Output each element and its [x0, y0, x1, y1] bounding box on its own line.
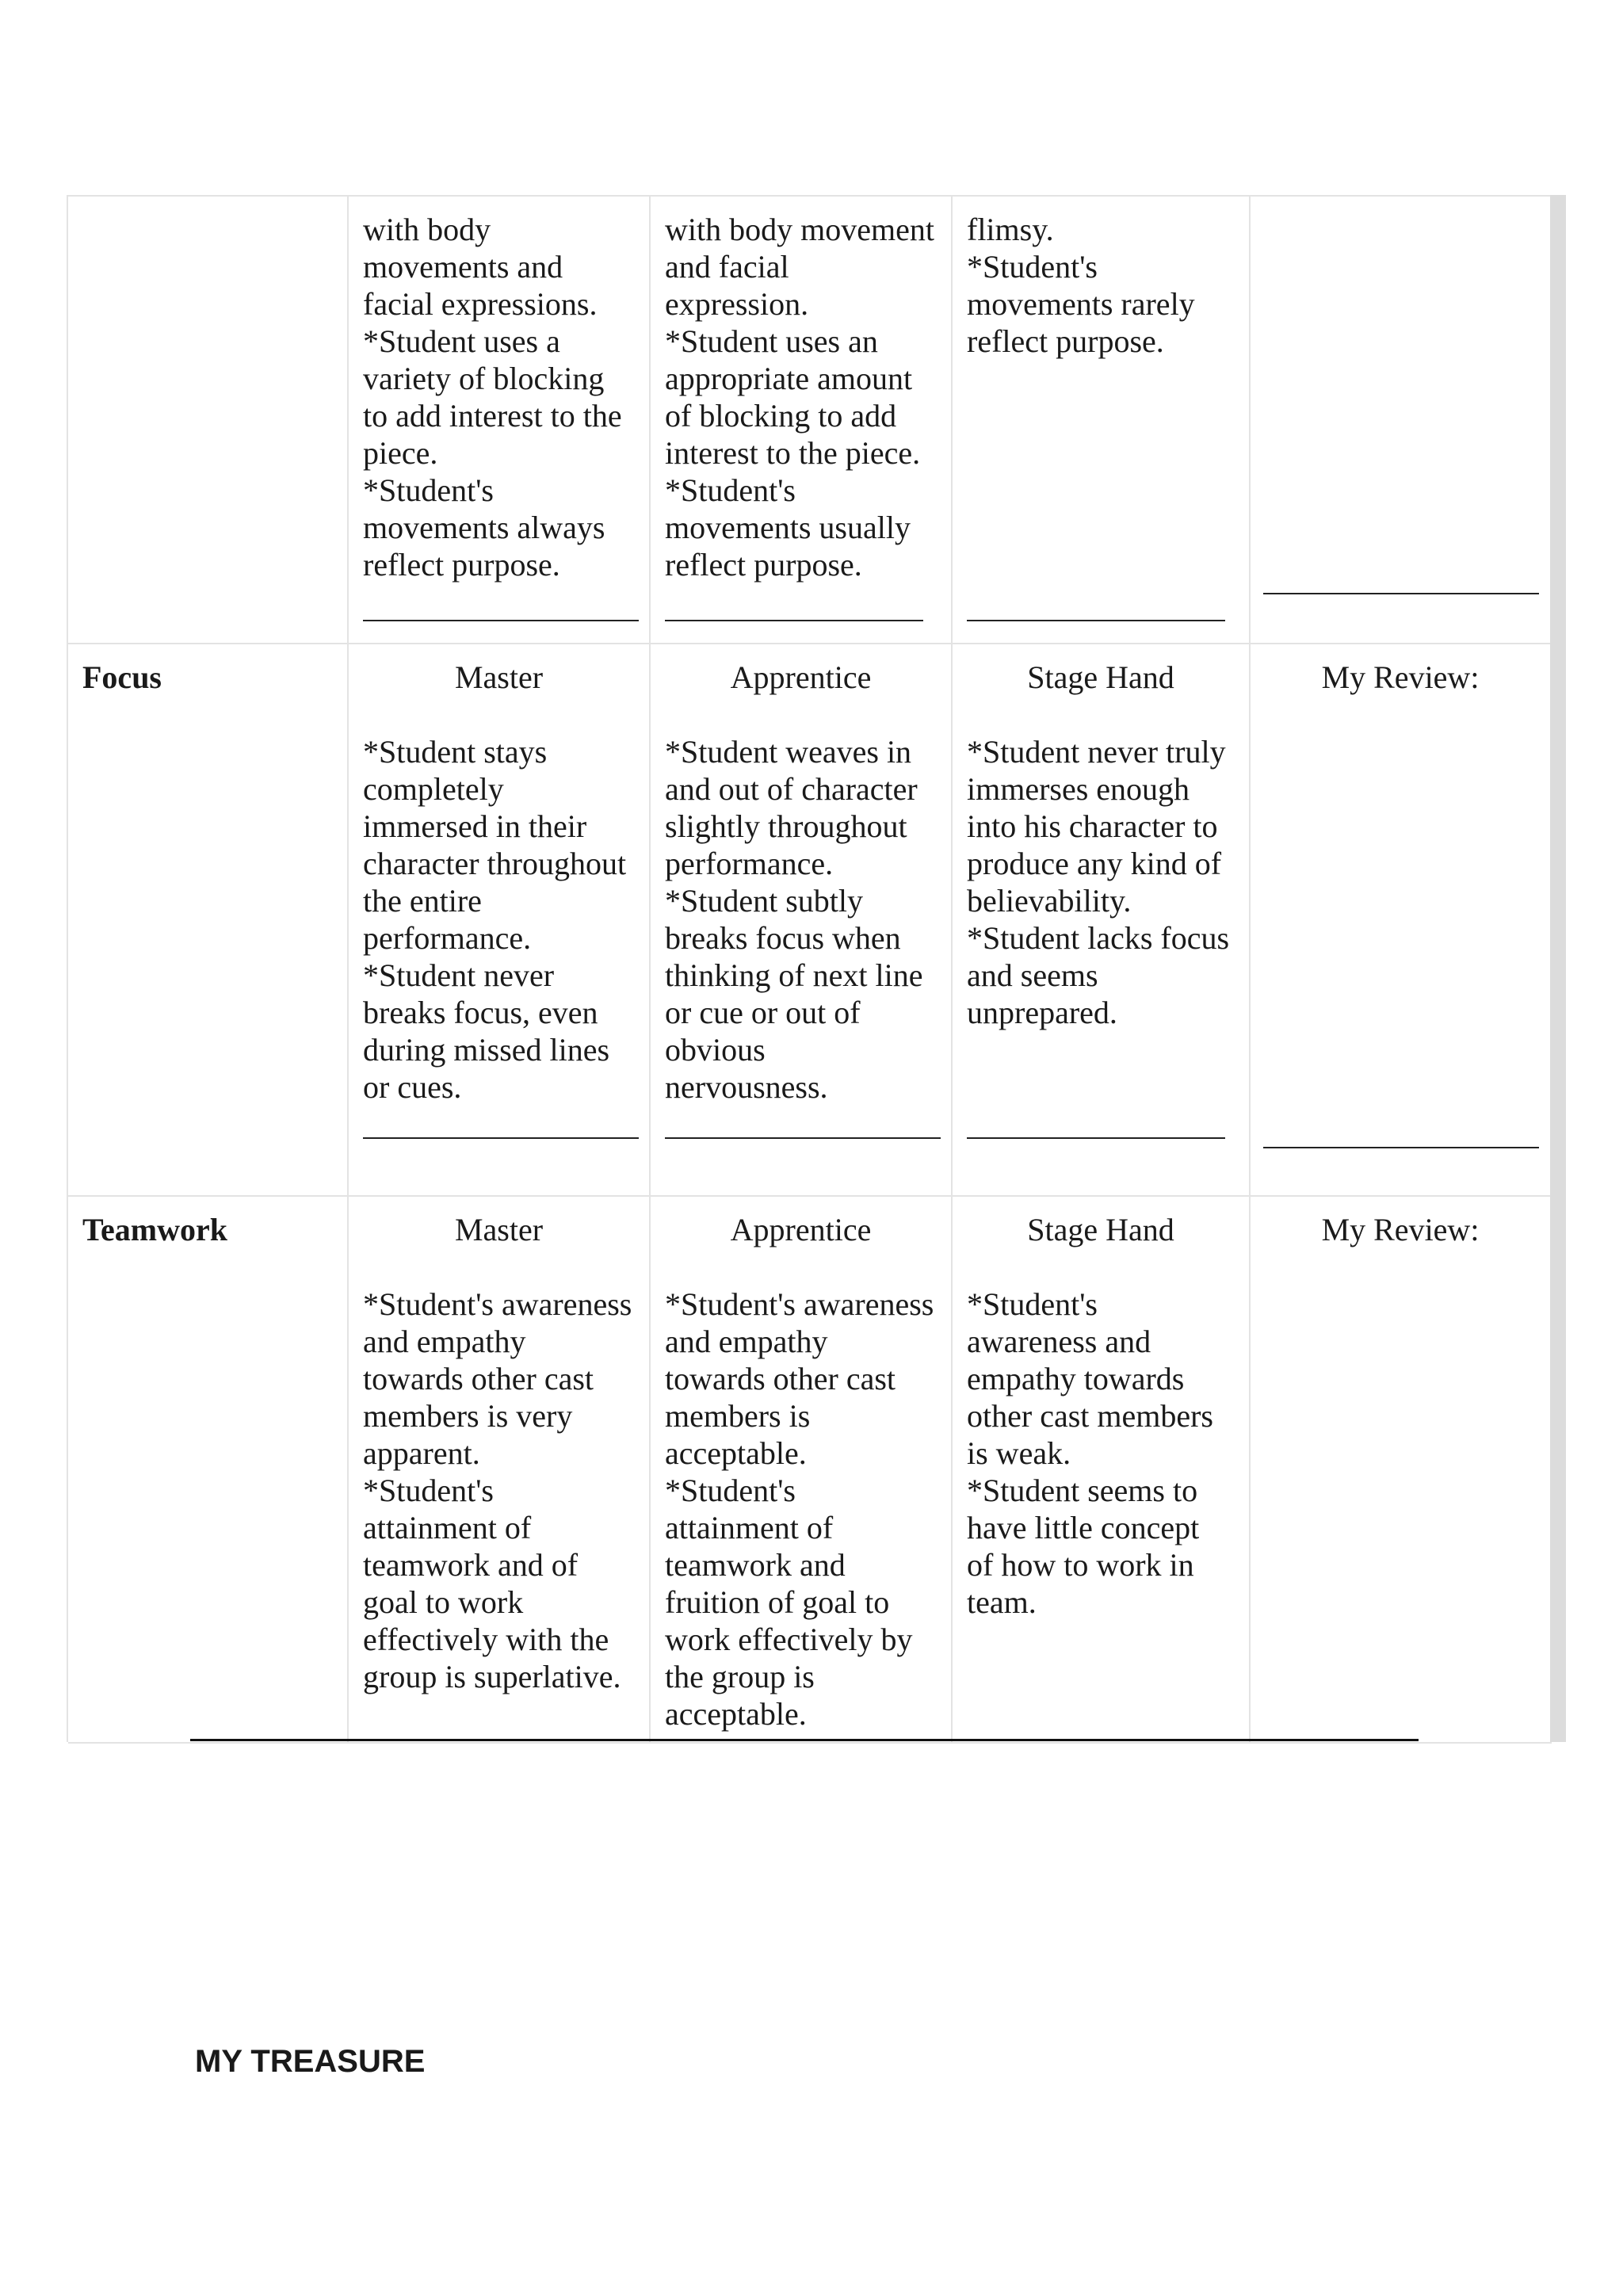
apprentice-cell [651, 1197, 953, 1742]
review-cell [1251, 644, 1552, 1195]
level-title-stage-hand: Stage Hand [1027, 659, 1174, 695]
review-blank-line [1263, 593, 1539, 594]
rubric-row-continued [68, 197, 1552, 644]
apprentice-description: *Student's awareness and empathy towards other cast members is acceptable. *Student's attainment of teamwork and fruition of goal to work effectively by the group is acceptable. [665, 1286, 934, 1732]
section-heading: MY TREASURE [195, 2044, 426, 2079]
category-cell [68, 197, 349, 643]
review-title: My Review: [1321, 659, 1480, 695]
apprentice-description: *Student weaves in and out of character slightly throughout performance. *Student subtly breaks focus when thinking of next line or cue or out of obvious nervousness. [665, 734, 923, 1105]
stage-hand-description: *Student never truly immerses enough into his character to produce any kind of believability. *Student lacks focus and seems unprepared. [967, 734, 1230, 1030]
category-cell [68, 1197, 349, 1742]
master-cell [349, 197, 651, 643]
master-cell [349, 644, 651, 1195]
stage-hand-cell [953, 644, 1251, 1195]
score-blank-line [967, 1137, 1225, 1139]
apprentice-description: with body movement and facial expression. *Student uses an appropriate amount of blocking to add interest to the piece. *Student's movements usually reflect purpose. [665, 212, 934, 583]
category-label: Focus [82, 659, 162, 695]
stage-hand-description: flimsy. *Student's movements rarely reflect purpose. [967, 212, 1195, 359]
level-title-master: Master [454, 659, 544, 695]
master-description: *Student stays completely immersed in their character throughout the entire performance. *Student never breaks focus, even during missed lines or cues. [363, 734, 627, 1105]
rubric-table [67, 195, 1550, 1742]
score-blank-line [967, 620, 1225, 621]
stage-hand-cell [953, 197, 1251, 643]
level-title-stage-hand: Stage Hand [1027, 1212, 1174, 1247]
score-blank-line [665, 1137, 941, 1139]
rubric-row-teamwork [68, 1197, 1552, 1744]
review-cell [1251, 197, 1552, 643]
apprentice-cell [651, 197, 953, 643]
stage-hand-cell [953, 1197, 1251, 1742]
score-blank-line [665, 620, 923, 621]
category-cell [68, 644, 349, 1195]
category-label: Teamwork [82, 1212, 227, 1247]
review-title: My Review: [1321, 1212, 1480, 1247]
apprentice-cell [651, 644, 953, 1195]
level-title-apprentice: Apprentice [730, 659, 872, 695]
level-title-master: Master [454, 1212, 544, 1247]
section-divider-line [190, 1739, 1419, 1741]
rubric-row-focus [68, 644, 1552, 1197]
score-blank-line [363, 620, 639, 621]
master-description: with body movements and facial expressions. *Student uses a variety of blocking to add interest to the piece. *Student's movements always reflect purpose. [363, 212, 622, 583]
level-title-apprentice: Apprentice [730, 1212, 872, 1247]
review-blank-line [1263, 1147, 1539, 1148]
master-description: *Student's awareness and empathy towards other cast members is very apparent. *Student's attainment of teamwork and of goal to work effectively with the group is superlative. [363, 1286, 632, 1694]
score-blank-line [363, 1137, 639, 1139]
master-cell [349, 1197, 651, 1742]
table-edge-shading [1550, 195, 1566, 1742]
stage-hand-description: *Student's awareness and empathy towards other cast members is weak. *Student seems to have little concept of how to work in team. [967, 1286, 1213, 1620]
review-cell [1251, 1197, 1552, 1742]
